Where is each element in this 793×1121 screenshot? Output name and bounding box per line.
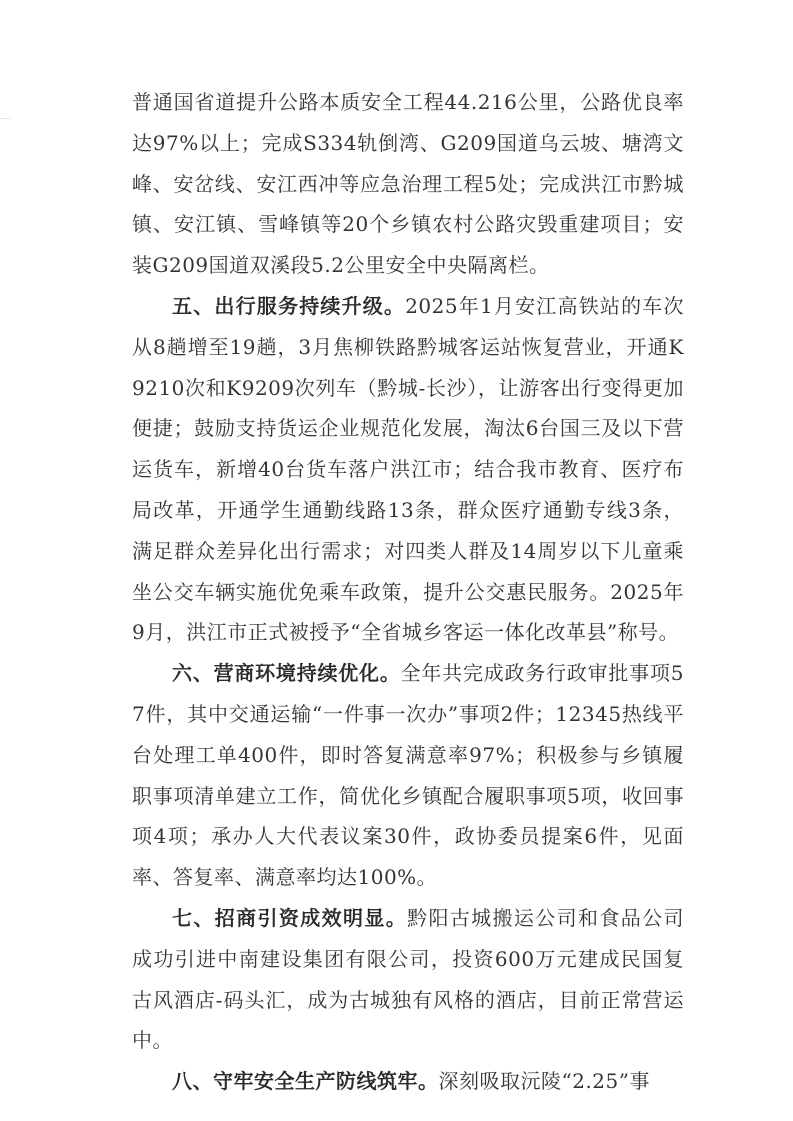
paragraph-heading: 八、守牢安全生产防线筑牢。 (172, 1069, 439, 1094)
paragraph-road-safety (132, 82, 684, 286)
paragraph-body: 普通国省道提升公路本质安全工程44.216公里，公路优良率达97%以上；完成S334轨倒湾、G209国道乌云坡、塘湾文峰、安岔线、安江西冲等应急治理工程5处；完成洪江市黔城镇、安江镇、雪峰镇等20个乡镇农村公路灾毁重建项目；安装G209国道双溪段5.2公里安全中央隔离栏。 (132, 90, 684, 278)
paragraph-heading: 六、营商环境持续优化。 (172, 661, 401, 686)
paragraph-body: 全年共完成政务行政审批事项57件，其中交通运输“一件事一次办”事项2件；12345热线平台处理工单400件，即时答复满意率97%；积极参与乡镇履职事项清单建立工作，简优化乡镇配合履职事项5项，收回事项4项；承办人大代表议案30件，政协委员提案6件，见面率、答复率、满意率均达100%。 (132, 661, 684, 890)
paragraph-travel-service (132, 286, 684, 653)
paragraph-investment (132, 898, 684, 1061)
paragraph-business-environment (132, 653, 684, 898)
paragraph-safety-production (132, 1061, 684, 1102)
scan-edge-mark (0, 118, 10, 119)
paragraph-body: 黔阳古城搬运公司和食品公司成功引进中南建设集团有限公司，投资600万元建成民国复古风酒店-码头汇，成为古城独有风格的酒店，目前正常营运中。 (132, 905, 685, 1053)
paragraph-body: 深刻吸取沅陵“2.25”事 (438, 1069, 650, 1094)
paragraph-heading: 七、招商引资成效明显。 (172, 905, 408, 930)
document-page (132, 82, 684, 1102)
paragraph-heading: 五、出行服务持续升级。 (172, 293, 406, 318)
paragraph-body: 2025年1月安江高铁站的车次从8趟增至19趟，3月焦柳铁路黔城客运站恢复营业，开通K9210次和K9209次列车（黔城-长沙），让游客出行变得更加便捷；鼓励支持货运企业规范化发展，淘汰6台国三及以下营运货车，新增40台货车落户洪江市；结合我市教育、医疗布局改革，开通学生通勤线路13条，群众医疗通勤专线3条，满足群众差异化出行需求；对四类人群及14周岁以下儿童乘坐公交车辆实施优免乘车政策，提升公交惠民服务。2025年9月，洪江市正式被授予“全省城乡客运一体化改革县”称号。 (132, 293, 684, 645)
